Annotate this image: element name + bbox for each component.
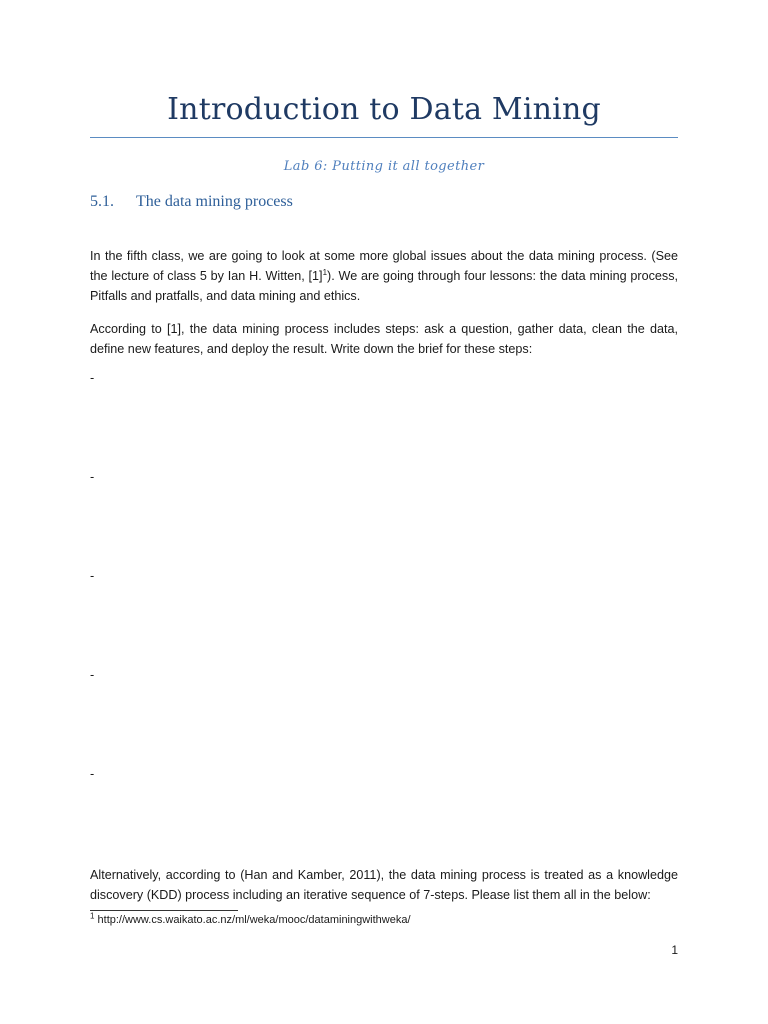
section-heading xyxy=(90,193,293,211)
blank-list-item: - xyxy=(90,371,95,385)
blank-list-item: - xyxy=(90,767,95,781)
footnote-reference: 1 xyxy=(322,267,328,277)
intro-text-start: In the fifth class, we are going to look at some more global issues about the data mining process. (See the lecture of class 5 by Ian H. Witten, [1] xyxy=(90,249,678,283)
footnote-separator xyxy=(90,910,238,911)
intro-paragraph xyxy=(90,246,678,306)
section-title: The data mining process xyxy=(136,193,293,210)
intro-text-end: ). We are going through four lessons: the data mining process, Pitfalls and pratfalls, and data mining and ethics. xyxy=(90,269,679,303)
page-number: 1 xyxy=(671,943,678,957)
document-title: Introduction to Data Mining xyxy=(167,92,601,127)
blank-list-item: - xyxy=(90,569,95,583)
title-underline xyxy=(90,137,678,138)
section-number: 5.1. xyxy=(90,193,114,210)
kdd-paragraph: Alternatively, according to (Han and Kamber, 2011), the data mining process is treated as a knowledge discovery (KDD) process including an iterative sequence of 7-steps. Please list them all in the below: xyxy=(90,868,678,902)
footnote xyxy=(90,911,411,926)
steps-paragraph: According to [1], the data mining process includes steps: ask a question, gather data, clean the data, define new features, and deploy the result. Write down the brief for these steps: xyxy=(90,322,678,356)
blank-list-item: - xyxy=(90,470,95,484)
document-subtitle: Lab 6: Putting it all together xyxy=(283,159,485,174)
blank-list-item: - xyxy=(90,668,95,682)
footnote-link[interactable]: http://www.cs.waikato.ac.nz/ml/weka/mooc/dataminingwithweka/ xyxy=(97,914,411,926)
footnote-mark: 1 xyxy=(90,911,95,921)
